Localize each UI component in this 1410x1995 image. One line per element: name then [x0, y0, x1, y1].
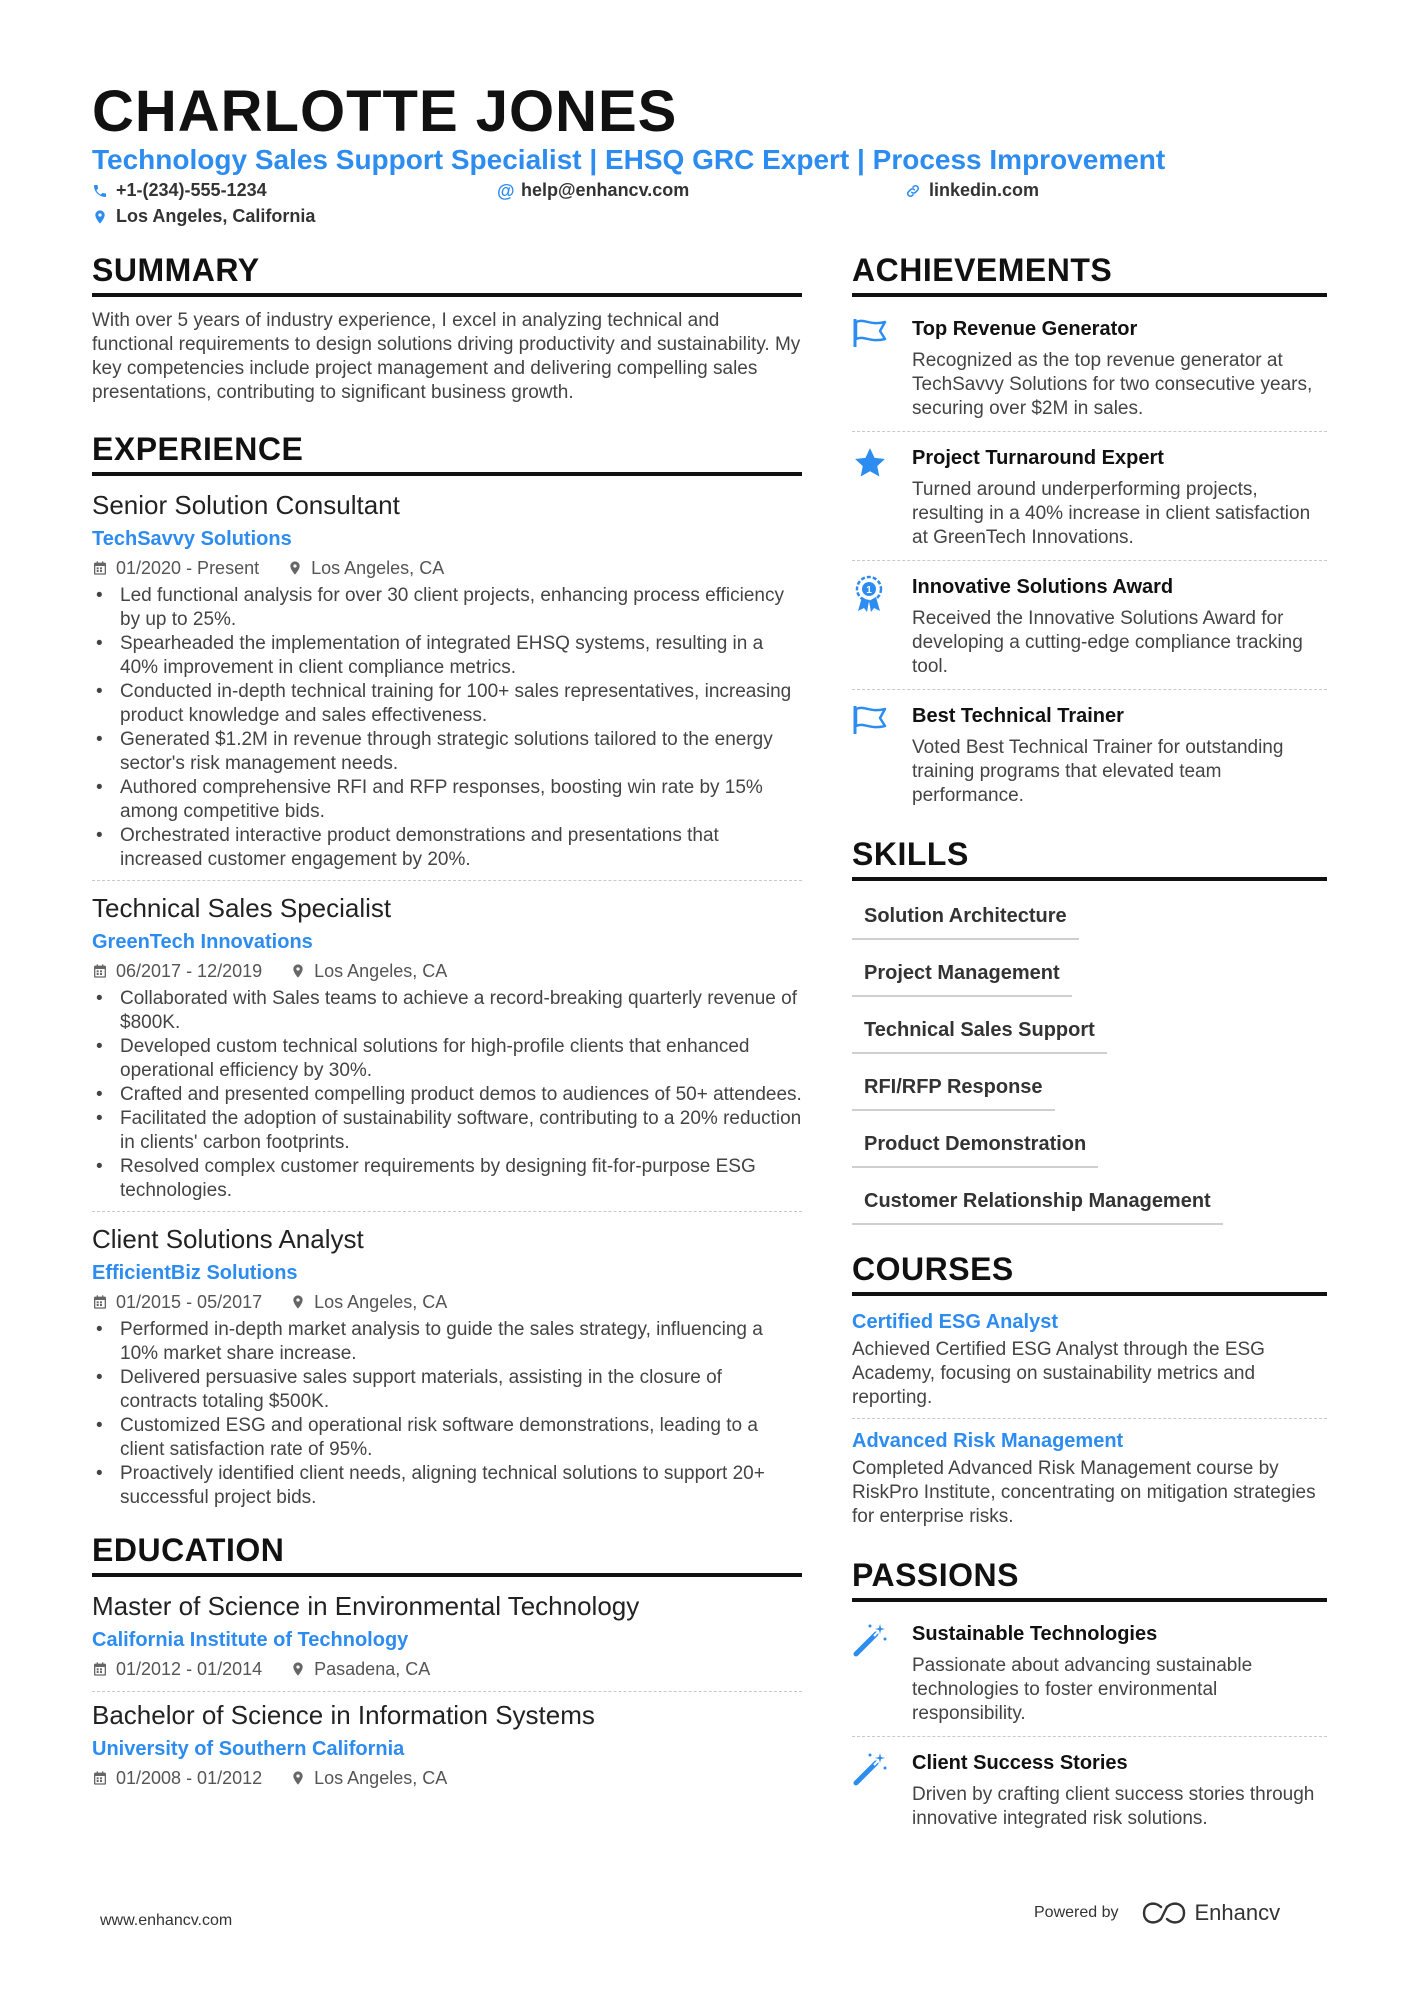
- skill-tag: Project Management: [852, 954, 1072, 997]
- link-icon: [905, 183, 921, 199]
- award-ribbon-icon: [852, 575, 886, 613]
- calendar-icon: [92, 1770, 108, 1786]
- calendar-icon: [92, 1294, 108, 1310]
- education-dates: 01/2012 - 01/2014: [116, 1659, 263, 1679]
- passion-title: Client Success Stories: [912, 1752, 1128, 1774]
- achievement-desc: Received the Innovative Solutions Award for developing a cutting-edge compliance tracking tool.: [912, 608, 1303, 677]
- education-section: [92, 1532, 802, 1800]
- achievement-item: [852, 309, 1327, 432]
- course-title: Certified ESG Analyst: [852, 1311, 1058, 1333]
- achievement-title: Innovative Solutions Award: [912, 576, 1174, 598]
- achievement-title: Best Technical Trainer: [912, 705, 1124, 727]
- job-bullet: • Spearheaded the implementation of integrated EHSQ systems, resulting in a 40% improvement in client compliance metrics.: [92, 632, 802, 680]
- job-bullet: • Conducted in-depth technical training for 100+ sales representatives, increasing product knowledge and sales effectiveness.: [92, 680, 802, 728]
- location-pin-icon: [92, 209, 108, 225]
- courses-section: [852, 1251, 1327, 1537]
- passion-item: [852, 1743, 1327, 1841]
- flag-icon: [852, 317, 888, 349]
- candidate-name: CHARLOTTE JONES: [92, 79, 678, 144]
- job-dates: 06/2017 - 12/2019: [116, 961, 263, 981]
- job-bullet: • Authored comprehensive RFI and RFP responses, boosting win rate by 15% among competitive bids.: [92, 776, 802, 824]
- summary-section: [92, 252, 802, 405]
- experience-section: [92, 431, 802, 1518]
- enhancv-logo-icon: [1141, 1901, 1187, 1925]
- summary-text: With over 5 years of industry experience, I excel in analyzing technical and functional requirements to design solutions driving productivity and sustainability. My key competencies include project management and delivering compelling sales presentations, contributing to significant business growth.: [92, 310, 801, 403]
- passion-desc: Driven by crafting client success stories through innovative integrated risk solutions.: [912, 1784, 1315, 1829]
- job-title: Client Solutions Analyst: [92, 1224, 364, 1254]
- right-column: [852, 252, 1327, 1847]
- achievement-title: Project Turnaround Expert: [912, 447, 1164, 469]
- course-desc: Achieved Certified ESG Analyst through the ESG Academy, focusing on sustainability metrics and reporting.: [852, 1339, 1265, 1408]
- achievements-heading: ACHIEVEMENTS: [852, 252, 1327, 297]
- footer-website[interactable]: www.enhancv.com: [100, 1912, 233, 1929]
- course-desc: Completed Advanced Risk Management course by RiskPro Institute, concentrating on mitigation strategies for enterprise risks.: [852, 1458, 1316, 1527]
- magic-wand-icon: [852, 1751, 888, 1787]
- skill-tag: RFI/RFP Response: [852, 1068, 1055, 1111]
- school-name: University of Southern California: [92, 1738, 405, 1760]
- powered-by-text: Powered by: [1034, 1904, 1119, 1921]
- job-company: TechSavvy Solutions: [92, 528, 292, 550]
- achievement-title: Top Revenue Generator: [912, 318, 1138, 340]
- skill-tag: Solution Architecture: [852, 897, 1079, 940]
- job-bullet: • Delivered persuasive sales support materials, assisting in the closure of contracts totaling $500K.: [92, 1366, 802, 1414]
- calendar-icon: [92, 560, 108, 576]
- summary-heading: SUMMARY: [92, 252, 802, 297]
- contact-linkedin[interactable]: [905, 180, 1039, 201]
- education-location: Pasadena, CA: [314, 1659, 431, 1679]
- school-name: California Institute of Technology: [92, 1629, 409, 1651]
- education-dates: 01/2008 - 01/2012: [116, 1768, 263, 1788]
- passions-section: [852, 1557, 1327, 1841]
- passions-heading: PASSIONS: [852, 1557, 1327, 1602]
- course-item: [852, 1308, 1327, 1419]
- magic-wand-icon: [852, 1622, 888, 1658]
- job-dates: 01/2015 - 05/2017: [116, 1292, 263, 1312]
- job-bullet: • Facilitated the adoption of sustainability software, contributing to a 20% reduction in clients' carbon footprints.: [92, 1107, 802, 1155]
- education-entry: [92, 1698, 802, 1800]
- left-column: [92, 252, 802, 1806]
- skill-tag: Technical Sales Support: [852, 1011, 1107, 1054]
- phone-text: +1-(234)-555-1234: [116, 180, 267, 200]
- location-text: Los Angeles, California: [116, 206, 316, 226]
- calendar-icon: [92, 963, 108, 979]
- achievement-desc: Voted Best Technical Trainer for outstanding training programs that elevated team performance.: [912, 737, 1284, 806]
- brand-name: Enhancv: [1194, 1900, 1281, 1925]
- job-bullets: [92, 1318, 802, 1510]
- job-title: Technical Sales Specialist: [92, 893, 392, 923]
- job-bullet: • Orchestrated interactive product demonstrations and presentations that increased customer engagement by 20%.: [92, 824, 802, 872]
- achievement-item: [852, 567, 1327, 690]
- flag-icon: [852, 704, 888, 736]
- achievement-item: [852, 696, 1327, 818]
- job-location: Los Angeles, CA: [311, 558, 445, 578]
- location-pin-icon: [290, 1661, 306, 1677]
- job-bullet: • Performed in-depth market analysis to guide the sales strategy, influencing a 10% market share increase.: [92, 1318, 802, 1366]
- skills-heading: SKILLS: [852, 836, 1327, 881]
- passion-item: [852, 1614, 1327, 1737]
- job-title: Senior Solution Consultant: [92, 490, 400, 520]
- location-pin-icon: [290, 963, 306, 979]
- passion-title: Sustainable Technologies: [912, 1623, 1158, 1645]
- job-bullet: • Proactively identified client needs, aligning technical solutions to support 20+ successful project bids.: [92, 1462, 802, 1510]
- education-heading: EDUCATION: [92, 1532, 802, 1577]
- phone-icon: [92, 183, 108, 199]
- passion-desc: Passionate about advancing sustainable technologies to foster environmental responsibility.: [912, 1655, 1253, 1724]
- job-bullet: • Resolved complex customer requirements by designing fit-for-purpose ESG technologies.: [92, 1155, 802, 1203]
- skills-section: [852, 836, 1327, 1225]
- education-meta: [92, 1657, 802, 1681]
- job-location: Los Angeles, CA: [314, 961, 448, 981]
- contact-email[interactable]: [497, 180, 689, 201]
- job-bullet: • Developed custom technical solutions for high-profile clients that enhanced operational efficiency by 30%.: [92, 1035, 802, 1083]
- job-bullet: • Collaborated with Sales teams to achieve a record-breaking quarterly revenue of $800K.: [92, 987, 802, 1035]
- job-bullet: • Customized ESG and operational risk software demonstrations, leading to a client satisfaction rate of 95%.: [92, 1414, 802, 1462]
- job-company: EfficientBiz Solutions: [92, 1262, 298, 1284]
- achievements-section: [852, 252, 1327, 818]
- experience-heading: EXPERIENCE: [92, 431, 802, 476]
- contact-location: [92, 206, 315, 227]
- job-dates: 01/2020 - Present: [116, 558, 260, 578]
- job-entry: [92, 1222, 802, 1518]
- course-item: [852, 1427, 1327, 1537]
- skill-tag: Product Demonstration: [852, 1125, 1098, 1168]
- achievement-item: [852, 438, 1327, 561]
- job-entry: [92, 891, 802, 1212]
- education-meta: [92, 1766, 802, 1790]
- svg-text:1: 1: [866, 585, 872, 596]
- job-bullet: • Led functional analysis for over 30 client projects, enhancing process efficiency by up to 25%.: [92, 584, 802, 632]
- email-text: help@enhancv.com: [521, 180, 690, 200]
- calendar-icon: [92, 1661, 108, 1677]
- job-meta: [92, 1290, 802, 1314]
- headline: Technology Sales Support Specialist | EHSQ GRC Expert | Process Improvement: [92, 144, 1166, 175]
- location-pin-icon: [290, 1294, 306, 1310]
- achievement-desc: Recognized as the top revenue generator at TechSavvy Solutions for two consecutive years, securing over $2M in sales.: [912, 350, 1313, 419]
- job-bullet: • Generated $1.2M in revenue through strategic solutions tailored to the energy sector's risk management needs.: [92, 728, 802, 776]
- achievement-desc: Turned around underperforming projects, resulting in a 40% increase in client satisfaction at GreenTech Innovations.: [912, 479, 1311, 548]
- degree-title: Master of Science in Environmental Technology: [92, 1591, 640, 1621]
- job-meta: [92, 959, 802, 983]
- job-bullets: [92, 584, 802, 872]
- job-location: Los Angeles, CA: [314, 1292, 448, 1312]
- courses-heading: COURSES: [852, 1251, 1327, 1296]
- skill-tag: Customer Relationship Management: [852, 1182, 1223, 1225]
- enhancv-logo[interactable]: [1141, 1900, 1281, 1926]
- location-pin-icon: [287, 560, 303, 576]
- job-bullet: • Crafted and presented compelling product demos to audiences of 50+ attendees.: [92, 1083, 802, 1107]
- job-entry: [92, 488, 802, 881]
- course-title: Advanced Risk Management: [852, 1430, 1124, 1452]
- contact-phone[interactable]: [92, 180, 267, 201]
- job-bullets: [92, 987, 802, 1203]
- job-company: GreenTech Innovations: [92, 931, 313, 953]
- education-entry: [92, 1589, 802, 1692]
- linkedin-text: linkedin.com: [929, 180, 1040, 200]
- at-sign-icon: @: [497, 180, 515, 201]
- education-location: Los Angeles, CA: [314, 1768, 448, 1788]
- location-pin-icon: [290, 1770, 306, 1786]
- footer-branding: [1034, 1900, 1280, 1926]
- star-icon: [852, 446, 888, 480]
- degree-title: Bachelor of Science in Information Systems: [92, 1700, 595, 1730]
- job-meta: [92, 556, 802, 580]
